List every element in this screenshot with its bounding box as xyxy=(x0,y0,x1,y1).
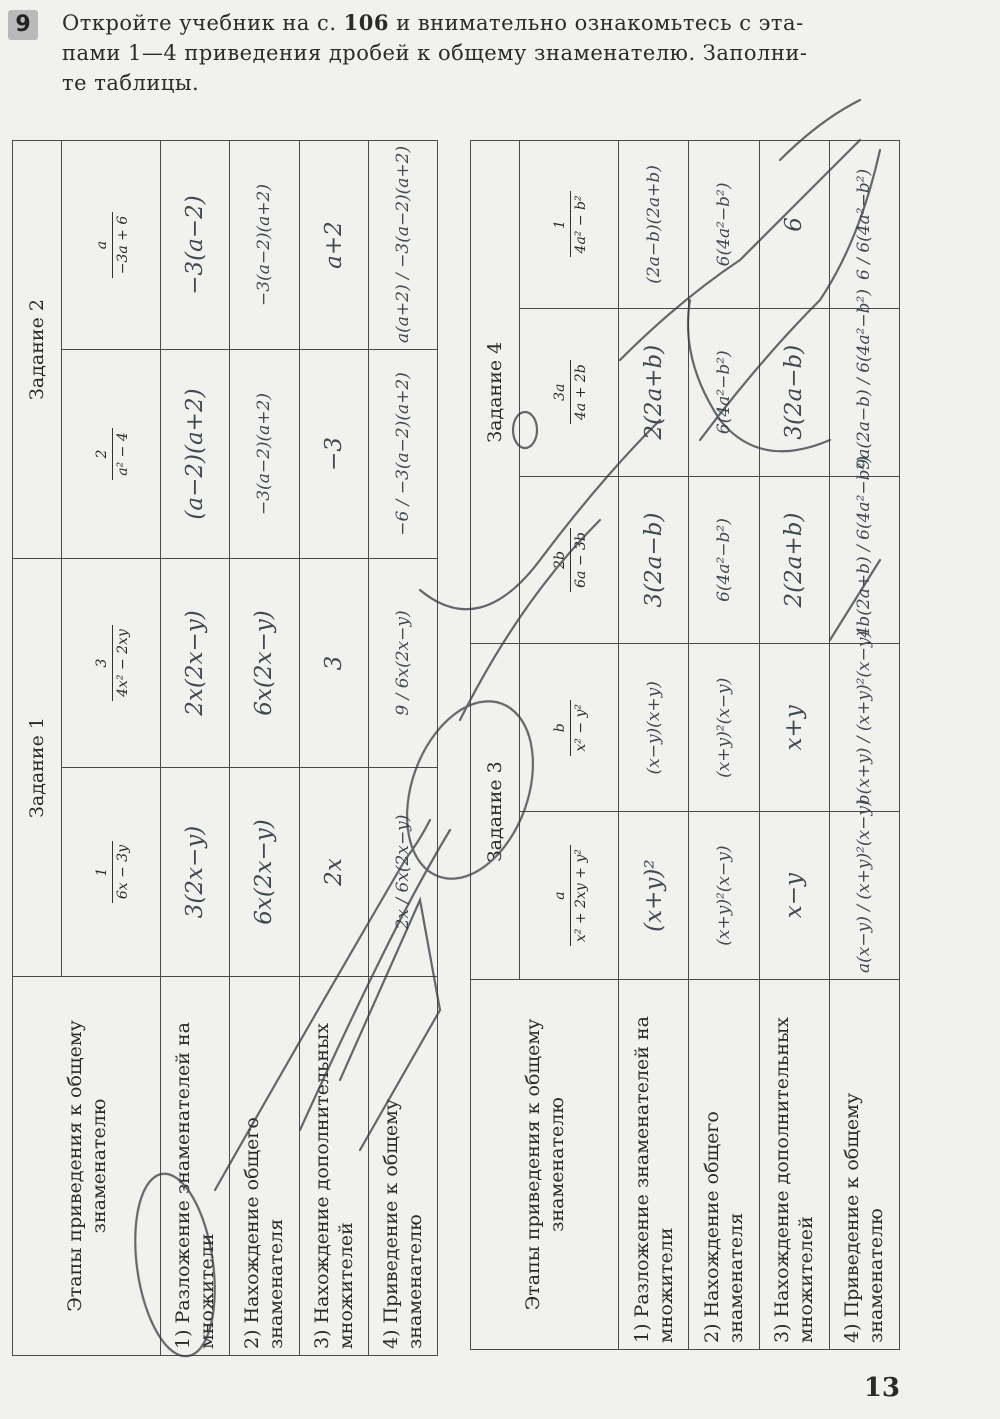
answer-cell: 6 / 6(4a²−b²) xyxy=(829,141,899,309)
fraction xyxy=(552,191,589,257)
table-tasks-3-4 xyxy=(470,140,900,1350)
answer-cell: 6(4a²−b²) xyxy=(689,308,759,476)
answer-cell: 2(2a+b) xyxy=(619,308,689,476)
fraction-numerator: a xyxy=(552,891,568,900)
fraction-denominator: x² − y² xyxy=(570,700,589,756)
instruction-line1-a: Откройте учебник на с. xyxy=(62,11,344,35)
fraction-numerator: 1 xyxy=(552,219,568,229)
fraction xyxy=(94,428,131,480)
table-row xyxy=(619,141,689,1350)
fraction xyxy=(552,700,589,756)
answer-cell: (x+y)²(x−y) xyxy=(689,644,759,812)
answer-cell: 6(4a²−b²) xyxy=(689,476,759,644)
fraction-denominator: 6x − 3y xyxy=(112,841,131,903)
fraction-numerator: 1 xyxy=(94,867,110,877)
answer-cell: 4b(2a+b) / 6(4a²−b²) xyxy=(829,476,899,644)
answer-cell: x−y xyxy=(759,812,829,980)
instruction-line1-b: и внимательно ознакомьтесь с эта- xyxy=(389,11,804,35)
fraction-numerator: 3 xyxy=(94,658,110,668)
fraction-numerator: a xyxy=(94,240,110,250)
task-label-1: Задание 1 xyxy=(13,559,62,977)
table-row xyxy=(829,141,899,1350)
stage-label: 4) Приведение к общему знаменателю xyxy=(368,977,437,1356)
answer-cell: 6x(2x−y) xyxy=(230,768,299,977)
answer-cell: (2a−b)(2a+b) xyxy=(619,141,689,309)
stage-header-cell: Этапы приведения к общему знаменателю xyxy=(471,980,619,1350)
fraction-denominator: x² + 2xy + y² xyxy=(570,845,589,946)
task-instructions xyxy=(62,8,972,98)
fraction-denominator: a² − 4 xyxy=(112,428,131,480)
answer-cell: −3(a−2)(a+2) xyxy=(230,141,299,350)
stage-label: 1) Разложение знаменателей на множители xyxy=(619,980,689,1350)
fraction-denominator: 4a + 2b xyxy=(570,360,589,424)
stage-label: 2) Нахождение общего знаменателя xyxy=(689,980,759,1350)
fraction-denominator: 4a² − b² xyxy=(570,191,589,257)
fraction xyxy=(552,845,589,946)
stage-label: 1) Разложение знаменателей на множители xyxy=(161,977,230,1356)
stage-label: 3) Нахождение дополнительных множителей xyxy=(299,977,368,1356)
stage-header-cell: Этапы приведения к общему знаменателю xyxy=(13,977,161,1356)
table-row xyxy=(368,141,437,1356)
answer-cell: −3(a−2) xyxy=(161,141,230,350)
fraction-cell xyxy=(520,141,619,309)
page-number: 13 xyxy=(863,1373,900,1403)
stage-label: 3) Нахождение дополнительных множителей xyxy=(759,980,829,1350)
stage-label: 4) Приведение к общему знаменателю xyxy=(829,980,899,1350)
answer-cell: 9a(2a−b) / 6(4a²−b²) xyxy=(829,308,899,476)
answer-cell: 3(2a−b) xyxy=(759,308,829,476)
answer-cell: 2x xyxy=(299,768,368,977)
answer-cell: (a−2)(a+2) xyxy=(161,350,230,559)
stage-label: 2) Нахождение общего знаменателя xyxy=(230,977,299,1356)
fraction-numerator: b xyxy=(552,723,568,733)
exercise-header xyxy=(0,0,1000,100)
task-label-2: Задание 2 xyxy=(13,141,62,559)
table-row xyxy=(230,141,299,1356)
answer-cell: 2x(2x−y) xyxy=(161,559,230,768)
answer-cell: 2x / 6x(2x−y) xyxy=(368,768,437,977)
fraction-cell xyxy=(520,812,619,980)
instruction-page-ref: 106 xyxy=(343,10,390,35)
fraction-cell xyxy=(520,644,619,812)
answer-cell: 3(2x−y) xyxy=(161,768,230,977)
answer-cell: a(x−y) / (x+y)²(x−y) xyxy=(829,812,899,980)
answer-cell: x+y xyxy=(759,644,829,812)
fraction xyxy=(94,212,131,279)
fraction-cell xyxy=(520,476,619,644)
fraction-cell xyxy=(62,350,161,559)
answer-cell: 9 / 6x(2x−y) xyxy=(368,559,437,768)
fraction-numerator: 2 xyxy=(94,449,110,459)
fraction-cell xyxy=(62,559,161,768)
answer-cell: −3(a−2)(a+2) xyxy=(230,350,299,559)
answer-cell: 2(2a+b) xyxy=(759,476,829,644)
table-row xyxy=(299,141,368,1356)
answer-cell: 6 xyxy=(759,141,829,309)
answer-cell: (x−y)(x+y) xyxy=(619,644,689,812)
answer-cell: a(a+2) / −3(a−2)(a+2) xyxy=(368,141,437,350)
fraction-cell xyxy=(62,768,161,977)
answer-cell: −3 xyxy=(299,350,368,559)
fraction-cell xyxy=(62,141,161,350)
fraction-denominator: −3a + 6 xyxy=(112,212,131,279)
answer-cell: 6(4a²−b²) xyxy=(689,141,759,309)
answer-cell: 3(2a−b) xyxy=(619,476,689,644)
answer-cell: 3 xyxy=(299,559,368,768)
answer-cell: (x+y)²(x−y) xyxy=(689,812,759,980)
table-tasks-1-2 xyxy=(12,140,438,1356)
table-row xyxy=(161,141,230,1356)
fraction xyxy=(552,528,589,592)
answer-cell: 6x(2x−y) xyxy=(230,559,299,768)
fraction xyxy=(552,360,589,424)
answer-cell: a+2 xyxy=(299,141,368,350)
answer-cell: −6 / −3(a−2)(a+2) xyxy=(368,350,437,559)
fraction-numerator: 3a xyxy=(552,383,568,401)
fraction-denominator: 4x² − 2xy xyxy=(112,625,131,701)
fraction-numerator: 2b xyxy=(552,551,568,569)
table-row xyxy=(689,141,759,1350)
answer-cell: b(x+y) / (x+y)²(x−y) xyxy=(829,644,899,812)
fraction-denominator: 6a − 3b xyxy=(570,528,589,592)
answer-cell: (x+y)² xyxy=(619,812,689,980)
task-label-3: Задание 3 xyxy=(471,644,520,980)
instruction-line2: пами 1—4 приведения дробей к общему знаменателю. Заполни- xyxy=(62,41,808,65)
table-row xyxy=(759,141,829,1350)
fraction xyxy=(94,841,131,903)
task-number-badge: 9 xyxy=(8,10,38,40)
task-label-4: Задание 4 xyxy=(471,141,520,644)
instruction-line3: те таблицы. xyxy=(62,71,200,95)
fraction-cell xyxy=(520,308,619,476)
fraction xyxy=(94,625,131,701)
